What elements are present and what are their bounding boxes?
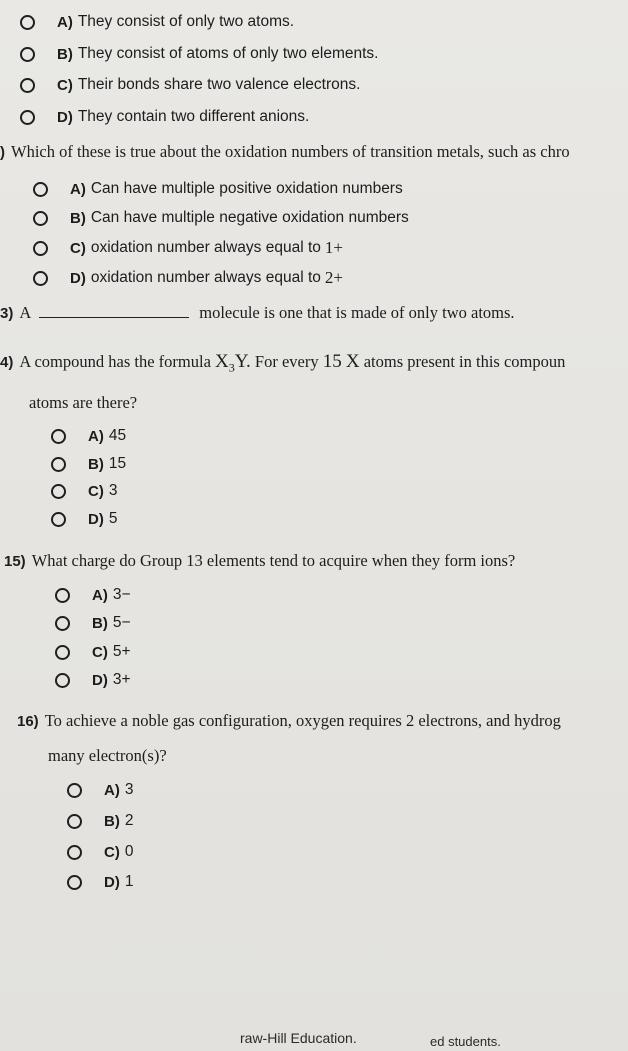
radio-button[interactable] [67, 783, 82, 798]
option-a[interactable] [33, 180, 403, 198]
question-text-middle: For every [254, 352, 319, 371]
option-letter: B) [88, 455, 104, 473]
option-value: 3 [124, 781, 134, 798]
option-letter: A) [57, 13, 73, 31]
radio-button[interactable] [33, 182, 48, 197]
question-number: 15) [4, 553, 26, 570]
option-letter: D) [70, 269, 86, 287]
option-a[interactable] [67, 781, 133, 799]
option-text: They consist of atoms of only two elements. [77, 45, 379, 62]
option-b[interactable] [51, 455, 126, 473]
question-number: ) [0, 144, 5, 161]
radio-button[interactable] [20, 78, 35, 93]
question-14-text [0, 351, 565, 375]
option-d[interactable] [51, 510, 117, 528]
radio-button[interactable] [67, 845, 82, 860]
radio-button[interactable] [55, 645, 70, 660]
radio-button[interactable] [33, 211, 48, 226]
option-value: 3 [108, 482, 118, 499]
question-text: What charge do Group 13 elements tend to acquire when they form ions? [31, 551, 516, 570]
question-14-line2: atoms are there? [29, 393, 138, 412]
option-letter: B) [57, 45, 73, 63]
option-value: 2 [124, 812, 134, 829]
radio-button[interactable] [55, 588, 70, 603]
radio-button[interactable] [51, 457, 66, 472]
footer-publisher: raw-Hill Education. [240, 1030, 357, 1046]
option-text: oxidation number always equal to [90, 239, 321, 256]
option-letter: A) [104, 781, 120, 799]
option-a[interactable] [20, 13, 294, 31]
question-15-text [4, 551, 515, 571]
radio-button[interactable] [67, 814, 82, 829]
option-value: 5− [112, 614, 131, 631]
radio-button[interactable] [33, 241, 48, 256]
formula-subscript: 3 [228, 360, 235, 375]
radio-button[interactable] [33, 271, 48, 286]
radio-button[interactable] [51, 429, 66, 444]
question-number: 4) [0, 354, 14, 371]
option-c[interactable] [67, 843, 133, 861]
radio-button[interactable] [67, 875, 82, 890]
option-d[interactable] [20, 108, 309, 126]
question-12-text [0, 142, 570, 162]
option-letter: A) [70, 180, 86, 198]
option-value: 15 [108, 455, 127, 472]
question-text-before: A [19, 303, 32, 322]
question-number: 16) [17, 713, 39, 730]
option-text: Can have multiple positive oxidation numbers [90, 180, 403, 197]
question-16-text [17, 711, 561, 731]
option-value: 5+ [112, 643, 131, 660]
radio-button[interactable] [20, 15, 35, 30]
option-value: 3+ [112, 671, 131, 688]
option-value: 0 [124, 843, 134, 860]
option-c[interactable] [20, 76, 360, 94]
option-d[interactable] [33, 268, 343, 288]
option-letter: C) [88, 482, 104, 500]
formula-main: X [215, 351, 229, 372]
option-letter: B) [70, 209, 86, 227]
atom-count: 15 [322, 351, 342, 372]
option-letter: C) [57, 76, 73, 94]
footer-note: ed students. [430, 1034, 501, 1049]
option-text: Can have multiple negative oxidation numbers [90, 209, 409, 226]
question-text-after: atoms present in this compoun [363, 352, 566, 371]
question-text: Which of these is true about the oxidation numbers of transition metals, such as chro [11, 142, 570, 161]
option-b[interactable] [33, 209, 409, 227]
option-text: oxidation number always equal to [90, 269, 321, 286]
radio-button[interactable] [51, 512, 66, 527]
option-d[interactable] [67, 873, 133, 891]
formula [215, 351, 251, 375]
option-letter: B) [104, 812, 120, 830]
option-value: 2+ [324, 268, 343, 287]
radio-button[interactable] [20, 47, 35, 62]
option-text: They contain two different anions. [77, 108, 310, 125]
atom-symbol: X [345, 351, 360, 372]
question-text: To achieve a noble gas configuration, oxygen requires 2 electrons, and hydrog [44, 711, 561, 730]
option-a[interactable] [55, 586, 131, 604]
option-a[interactable] [51, 427, 126, 445]
option-letter: B) [92, 614, 108, 632]
option-value: 3− [112, 586, 131, 603]
question-text-before: A compound has the formula [19, 352, 211, 371]
answer-blank[interactable] [39, 305, 189, 318]
question-number: 3) [0, 305, 14, 322]
question-16-line2: many electron(s)? [48, 746, 167, 765]
option-b[interactable] [67, 812, 133, 830]
option-text: They consist of only two atoms. [77, 13, 295, 30]
question-text-after: molecule is one that is made of only two atoms. [199, 303, 515, 322]
option-text: Their bonds share two valence electrons. [77, 76, 361, 93]
option-letter: C) [70, 239, 86, 257]
option-value: 1 [124, 873, 134, 890]
radio-button[interactable] [20, 110, 35, 125]
radio-button[interactable] [51, 484, 66, 499]
option-letter: A) [92, 586, 108, 604]
option-c[interactable] [51, 482, 117, 500]
option-letter: C) [104, 843, 120, 861]
option-letter: D) [104, 873, 120, 891]
radio-button[interactable] [55, 673, 70, 688]
option-b[interactable] [20, 45, 379, 63]
option-letter: C) [92, 643, 108, 661]
question-13-text [0, 303, 515, 323]
option-value: 45 [108, 427, 127, 444]
option-letter: D) [88, 510, 104, 528]
option-value: 1+ [324, 238, 343, 257]
option-c[interactable] [55, 643, 131, 661]
option-b[interactable] [55, 614, 131, 632]
option-letter: D) [92, 671, 108, 689]
option-d[interactable] [55, 671, 131, 689]
option-letter: A) [88, 427, 104, 445]
option-letter: D) [57, 108, 73, 126]
option-value: 5 [108, 510, 118, 527]
option-c[interactable] [33, 238, 343, 258]
formula-tail: Y. [234, 351, 251, 372]
radio-button[interactable] [55, 616, 70, 631]
